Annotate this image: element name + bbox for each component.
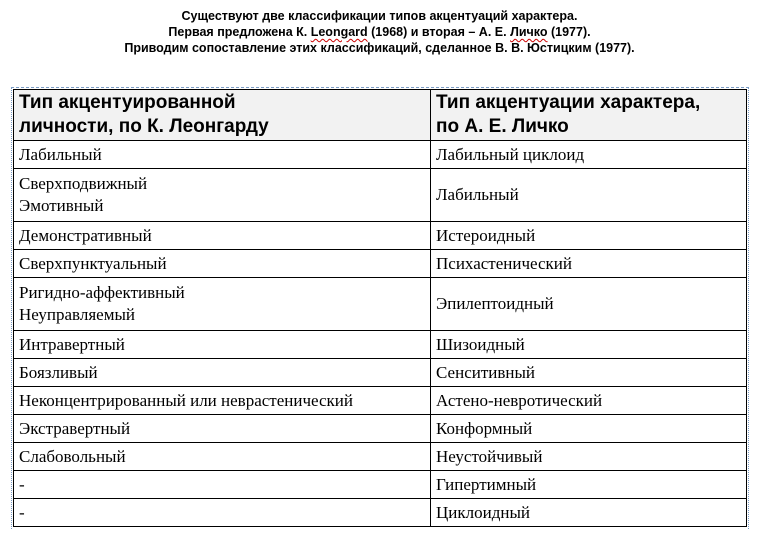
header-lichko-line-2: по А. Е. Личко: [436, 116, 569, 137]
leonhard-type-text: Интравертный: [19, 334, 125, 354]
cell-leonhard-type: [14, 222, 431, 250]
cell-leonhard-type: [14, 278, 431, 331]
table-row: [14, 331, 747, 359]
leonhard-type-text: Демонстративный: [19, 225, 152, 245]
cell-lichko-type: [431, 499, 747, 527]
table-row: [14, 250, 747, 278]
leonhard-type-text: Экстравертный: [19, 418, 131, 438]
lichko-type-text: Циклоидный: [436, 502, 530, 522]
intro-line-2-end: (1977).: [547, 25, 591, 39]
table-row: [14, 278, 747, 331]
cell-leonhard-type: [14, 471, 431, 499]
header-lichko-line-1: Тип акцентуации характера,: [436, 92, 701, 113]
cell-leonhard-type: [14, 141, 431, 169]
lichko-type-text: Психастенический: [436, 253, 572, 273]
lichko-type-text: Лабильный циклоид: [436, 144, 585, 164]
intro-line-2: [0, 24, 759, 40]
cell-lichko-type: [431, 331, 747, 359]
header-lichko: [431, 90, 747, 141]
header-leonhard-line-2: личности, по К. Леонгарду: [19, 116, 269, 137]
cell-lichko-type: [431, 169, 747, 222]
cell-leonhard-type: [14, 499, 431, 527]
leonhard-type-text: -: [19, 502, 25, 522]
cell-leonhard-type: [14, 359, 431, 387]
cell-lichko-type: [431, 387, 747, 415]
lichko-type-text: Гипертимный: [436, 474, 537, 494]
table-row: [14, 387, 747, 415]
table-header-row: [14, 90, 747, 141]
header-leonhard: [14, 90, 431, 141]
leonhard-type-text: Сверхподвижный: [19, 174, 148, 193]
lichko-type-text: Конформный: [436, 418, 533, 438]
intro-line-2-start: Первая предложена К.: [168, 25, 311, 39]
intro-line-3: Приводим сопоставление этих классификаций, сделанное В. В. Юстицким (1977).: [124, 41, 635, 55]
lichko-type-text: Неустойчивый: [436, 446, 543, 466]
intro-line-2-middle: (1968) и вторая – А. Е.: [367, 25, 511, 39]
table-row: [14, 169, 747, 222]
lichko-type-text: Шизоидный: [436, 334, 525, 354]
classification-table: [13, 89, 747, 527]
cell-lichko-type: [431, 471, 747, 499]
cell-lichko-type: [431, 278, 747, 331]
table-row: [14, 443, 747, 471]
cell-leonhard-type: [14, 443, 431, 471]
table-row: [14, 141, 747, 169]
leonhard-type-text: Неуправляемый: [19, 305, 135, 324]
intro-line-1: Существуют две классификации типов акцентуаций характера.: [181, 9, 578, 23]
table-row: [14, 471, 747, 499]
cell-leonhard-type: [14, 250, 431, 278]
cell-lichko-type: [431, 250, 747, 278]
lichko-type-text: Истероидный: [436, 225, 536, 245]
cell-lichko-type: [431, 359, 747, 387]
cell-leonhard-type: [14, 387, 431, 415]
spellcheck-word-lichko: Личко: [510, 25, 548, 39]
cell-lichko-type: [431, 141, 747, 169]
leonhard-type-text: -: [19, 474, 25, 494]
intro-text: [0, 8, 759, 56]
table-row: [14, 359, 747, 387]
leonhard-type-text: Ригидно-аффективный: [19, 283, 185, 302]
leonhard-type-text: Эмотивный: [19, 196, 104, 215]
leonhard-type-text: Слабовольный: [19, 446, 126, 466]
table-body: [14, 141, 747, 527]
lichko-type-text: Лабильный: [436, 185, 519, 204]
table-row: [14, 415, 747, 443]
lichko-type-text: Астено-невротический: [436, 390, 603, 410]
header-leonhard-line-1: Тип акцентуированной: [19, 92, 236, 113]
cell-lichko-type: [431, 222, 747, 250]
cell-leonhard-type: [14, 415, 431, 443]
spellcheck-word-leongard: Leongard: [310, 25, 368, 39]
cell-lichko-type: [431, 415, 747, 443]
table-row: [14, 222, 747, 250]
cell-lichko-type: [431, 443, 747, 471]
cell-leonhard-type: [14, 169, 431, 222]
lichko-type-text: Эпилептоидный: [436, 294, 554, 313]
leonhard-type-text: Сверхпунктуальный: [19, 253, 167, 273]
leonhard-type-text: Лабильный: [19, 144, 102, 164]
lichko-type-text: Сенситивный: [436, 362, 536, 382]
cell-leonhard-type: [14, 331, 431, 359]
leonhard-type-text: Боязливый: [19, 362, 98, 382]
leonhard-type-text: Неконцентрированный или неврастенический: [19, 390, 353, 410]
table-row: [14, 499, 747, 527]
